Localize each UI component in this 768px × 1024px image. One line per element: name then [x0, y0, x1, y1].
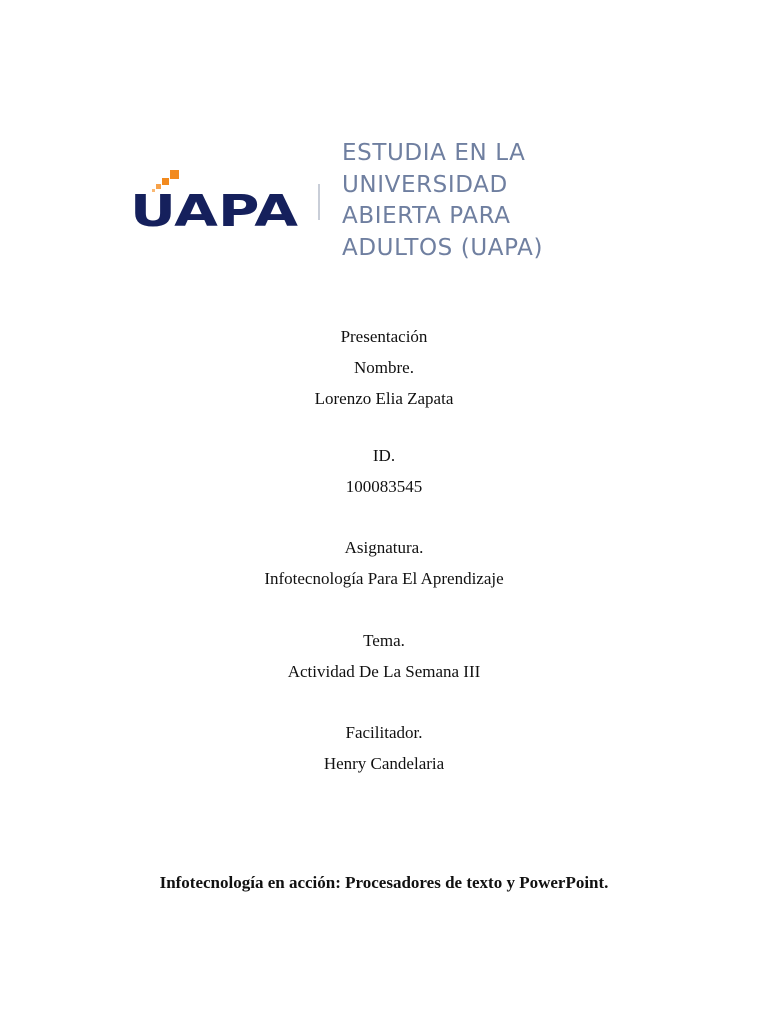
id-value: 100083545	[345, 477, 423, 496]
logo-wordmark: UAPA	[130, 186, 298, 234]
facilitator-value: Henry Candelaria	[323, 754, 445, 773]
logo-accent-square	[170, 170, 179, 179]
presentation-heading: Presentación	[340, 327, 428, 346]
facilitator-label: Facilitador.	[345, 723, 423, 742]
logo-tagline	[342, 138, 662, 264]
name-value: Lorenzo Elia Zapata	[314, 389, 454, 408]
topic-label: Tema.	[363, 631, 405, 650]
tagline-line: ABIERTA PARA	[342, 203, 511, 229]
document-title: Infotecnología en acción: Procesadores de texto y PowerPoint.	[159, 873, 609, 892]
subject-label: Asignatura.	[344, 538, 424, 557]
tagline-line: UNIVERSIDAD	[342, 171, 508, 198]
tagline-line: ADULTOS (UAPA)	[342, 234, 544, 261]
subject-value: Infotecnología Para El Aprendizaje	[264, 569, 504, 588]
uapa-logo	[130, 170, 300, 234]
tagline-line: ESTUDIA EN LA	[342, 140, 526, 166]
name-label: Nombre.	[354, 358, 414, 377]
logo-accent-square	[162, 178, 169, 185]
logo-divider	[318, 184, 320, 220]
uapa-logo-banner	[100, 112, 662, 302]
id-label: ID.	[372, 446, 396, 465]
topic-value: Actividad De La Semana III	[287, 662, 481, 681]
